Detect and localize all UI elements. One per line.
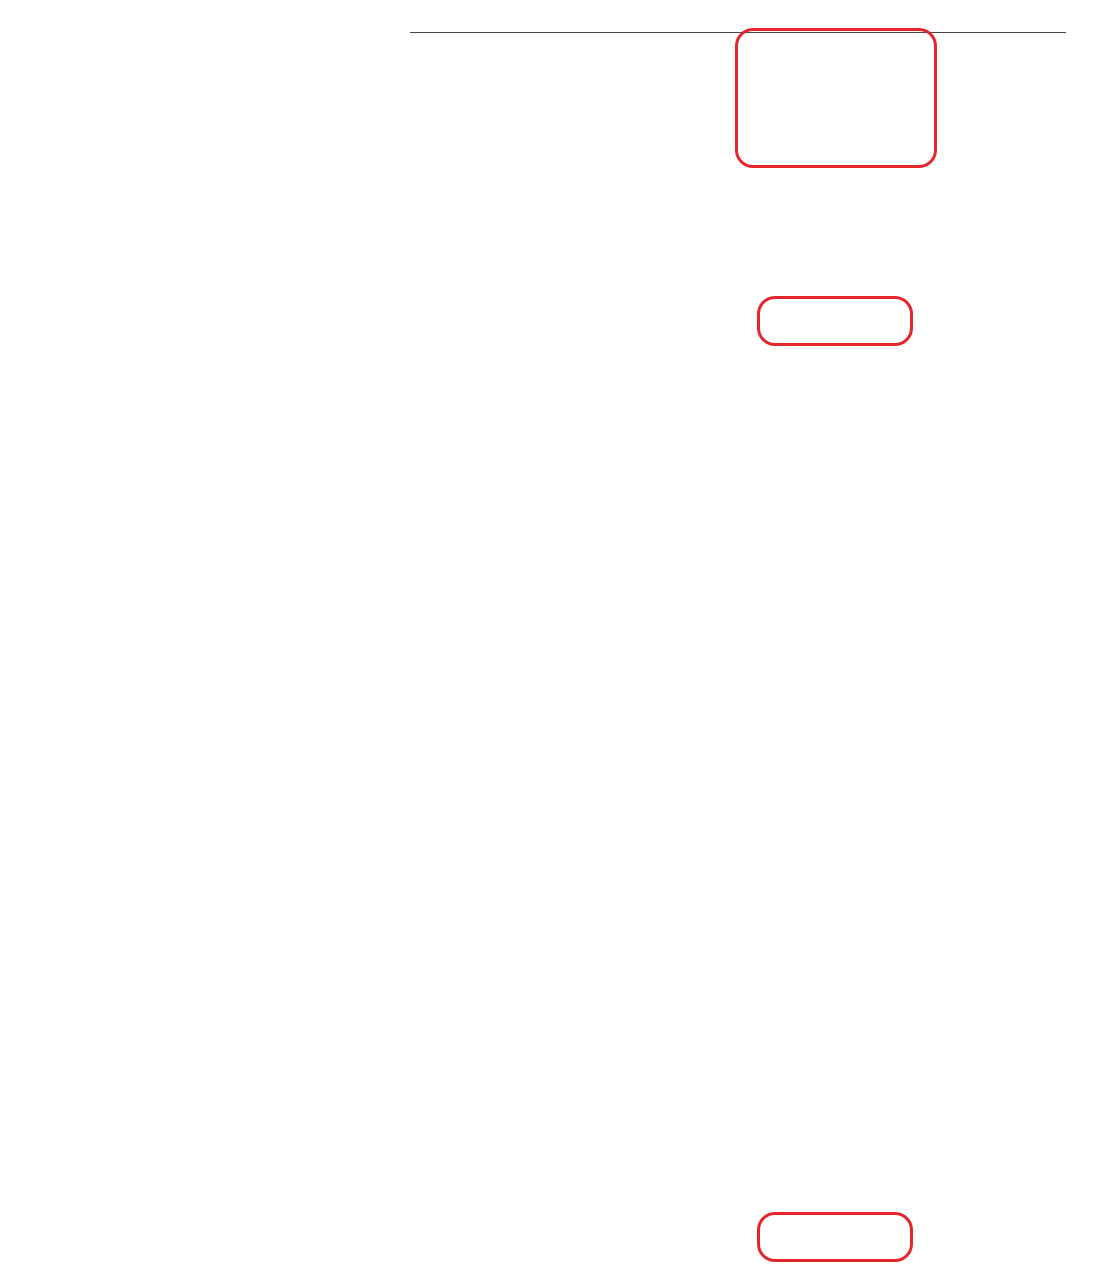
highlight-column-2025q1: [735, 28, 937, 168]
period-rule: [410, 32, 1066, 33]
highlight-net-loss-attributable: [757, 1212, 913, 1262]
highlight-total-revenue: [757, 296, 913, 346]
